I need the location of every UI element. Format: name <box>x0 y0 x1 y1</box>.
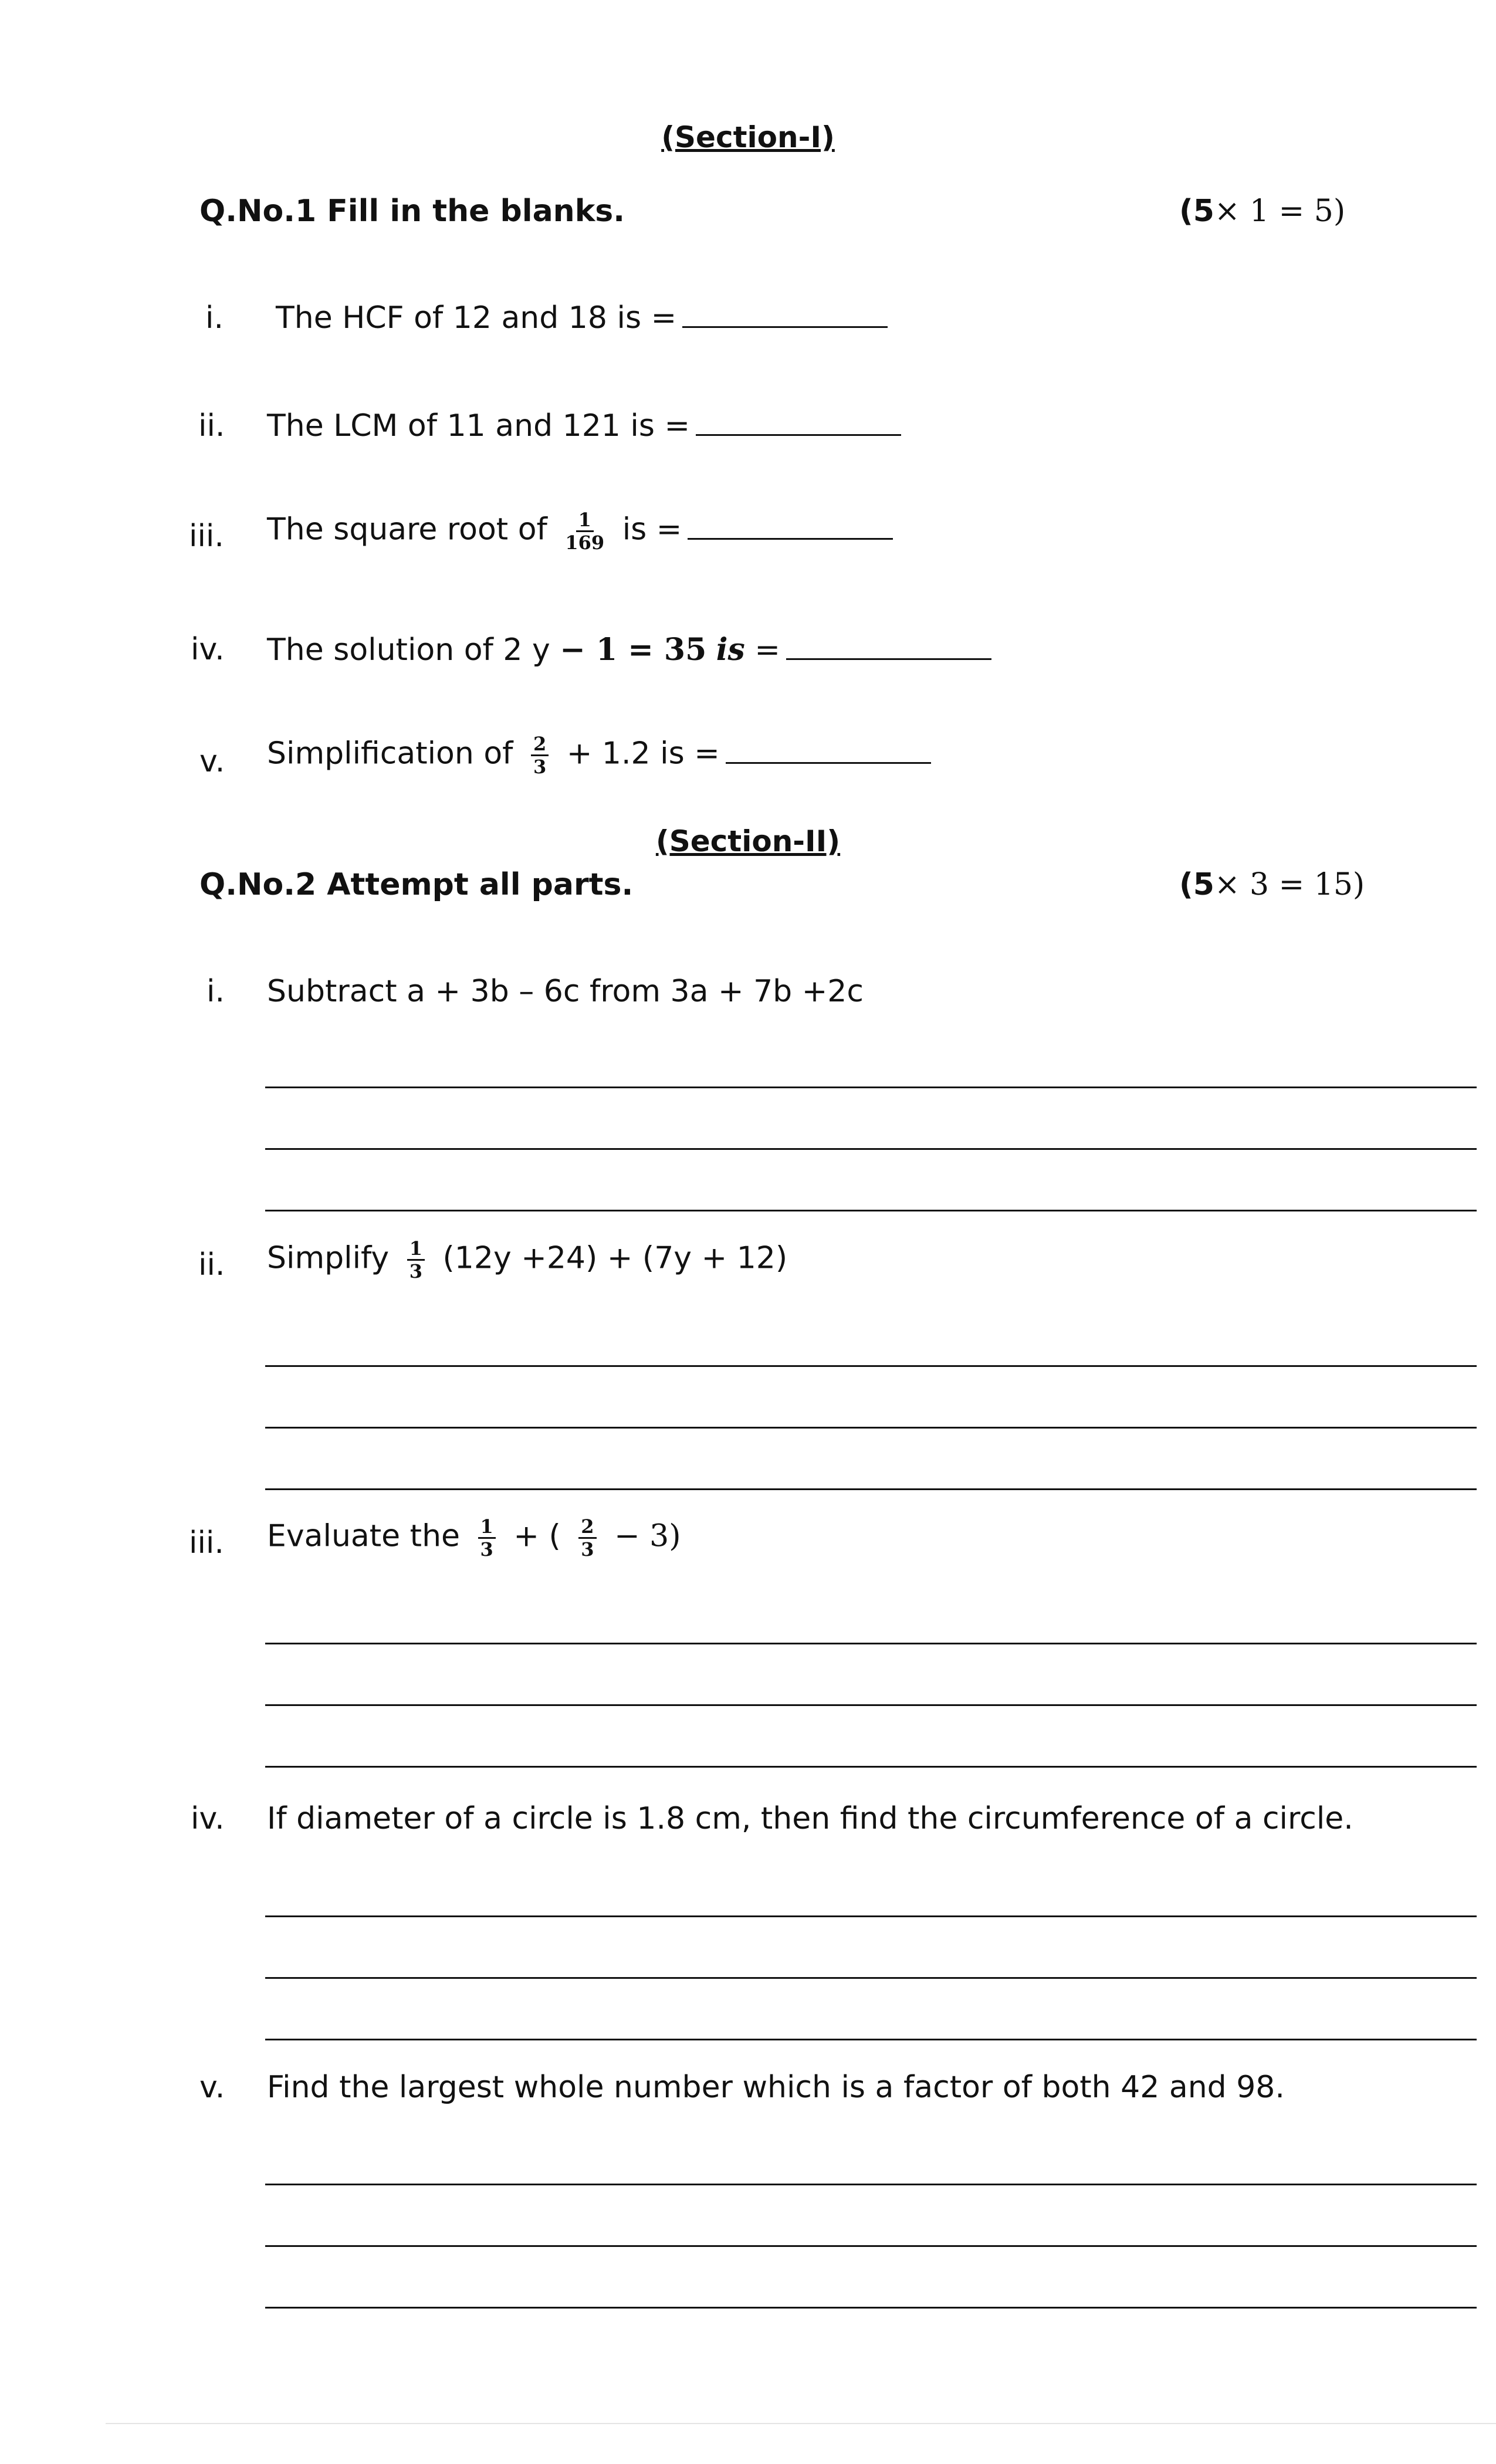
answer-line[interactable] <box>265 1148 1477 1150</box>
q2-item-3-number: iii. <box>189 1525 224 1561</box>
q1-item-2-number: ii. <box>198 408 225 444</box>
q1-item-2 <box>267 408 901 444</box>
answer-blank[interactable] <box>696 408 901 436</box>
q1-item-5 <box>267 733 931 777</box>
question-1-heading: Q.No.1 Fill in the blanks. <box>199 194 625 229</box>
fraction <box>531 733 549 777</box>
q2-item-3-post: − 3) <box>614 1518 681 1554</box>
question-1-marks <box>1179 194 1345 229</box>
q2-item-2 <box>267 1238 787 1282</box>
q1-item-1-number: i. <box>205 300 224 336</box>
q2-item-3 <box>267 1516 681 1560</box>
page-bottom-rule <box>106 2423 1496 2424</box>
q2-item-2-post: (12y +24) + (7y + 12) <box>442 1240 788 1276</box>
answer-blank[interactable] <box>786 632 991 660</box>
question-2-heading: Q.No.2 Attempt all parts. <box>199 867 634 902</box>
q2-item-1-text: Subtract a + 3b – 6c from 3a + 7b +2c <box>267 974 864 1009</box>
fraction-denominator: 169 <box>565 532 605 554</box>
answer-line[interactable] <box>265 1704 1477 1706</box>
answer-line[interactable] <box>265 1365 1477 1367</box>
q1-item-4-is: is <box>716 632 745 668</box>
q2-item-3-mid: + ( <box>513 1518 561 1554</box>
question-2-marks <box>1179 867 1365 902</box>
q1-item-4 <box>267 632 991 668</box>
fraction-denominator: 3 <box>533 756 547 778</box>
q1-item-2-text: The LCM of 11 and 121 is = <box>267 408 691 444</box>
q1-item-4-pre: The solution of 2 y <box>267 632 550 668</box>
q1-item-4-number: iv. <box>191 632 225 667</box>
answer-line[interactable] <box>265 1210 1477 1211</box>
fraction-denominator: 3 <box>581 1538 594 1561</box>
q2-item-1-number: i. <box>207 974 225 1009</box>
answer-blank[interactable] <box>682 300 888 328</box>
q1-item-5-post: + 1.2 is = <box>566 736 720 771</box>
question-2-marks-rest: × 3 = 15) <box>1214 867 1365 902</box>
answer-blank[interactable] <box>726 736 931 764</box>
answer-line[interactable] <box>265 1488 1477 1490</box>
fraction <box>478 1516 496 1560</box>
question-1-marks-prefix: (5 <box>1179 194 1214 229</box>
section-2-title: (Section-II) <box>655 824 841 858</box>
question-2-marks-prefix: (5 <box>1179 867 1214 902</box>
answer-line[interactable] <box>265 1766 1477 1768</box>
section-1-title: (Section-I) <box>661 120 835 154</box>
q1-item-5-number: v. <box>199 744 225 779</box>
q1-item-1-text: The HCF of 12 and 18 is = <box>276 300 677 336</box>
q1-item-3-pre: The square root of <box>267 512 547 547</box>
answer-line[interactable] <box>265 2039 1477 2040</box>
q2-item-4-number: iv. <box>191 1801 225 1836</box>
fraction-numerator: 2 <box>531 733 549 756</box>
q2-item-5-number: v. <box>199 2070 225 2105</box>
fraction <box>565 509 604 553</box>
q2-item-5-text: Find the largest whole number which is a factor of both 42 and 98. <box>267 2070 1285 2105</box>
answer-line[interactable] <box>265 2245 1477 2247</box>
answer-line[interactable] <box>265 1643 1477 1644</box>
q1-item-4-post: = <box>754 632 780 668</box>
fraction-numerator: 1 <box>478 1516 496 1539</box>
answer-line[interactable] <box>265 2184 1477 2185</box>
q1-item-5-pre: Simplification of <box>267 736 513 771</box>
q2-item-4-text: If diameter of a circle is 1.8 cm, then find the circumference of a circle. <box>267 1801 1353 1836</box>
q1-item-3 <box>267 509 893 553</box>
q2-item-2-pre: Simplify <box>267 1240 390 1276</box>
q1-item-3-post: is = <box>622 512 682 547</box>
fraction <box>407 1238 425 1282</box>
answer-line[interactable] <box>265 1977 1477 1979</box>
answer-line[interactable] <box>265 1087 1477 1088</box>
q1-item-4-equation: − 1 = 35 <box>560 632 707 668</box>
q2-item-3-pre: Evaluate the <box>267 1518 461 1554</box>
fraction-numerator: 1 <box>407 1238 425 1261</box>
answer-line[interactable] <box>265 1915 1477 1917</box>
q1-item-3-number: iii. <box>189 519 224 554</box>
fraction-denominator: 3 <box>480 1538 493 1561</box>
fraction <box>578 1516 596 1560</box>
answer-blank[interactable] <box>688 512 893 540</box>
answer-line[interactable] <box>265 2307 1477 2309</box>
q2-item-2-number: ii. <box>198 1247 225 1282</box>
fraction-numerator: 2 <box>578 1516 596 1539</box>
answer-line[interactable] <box>265 1427 1477 1429</box>
question-1-marks-rest: × 1 = 5) <box>1214 194 1346 229</box>
fraction-numerator: 1 <box>576 509 594 532</box>
q1-item-1 <box>276 300 888 336</box>
fraction-denominator: 3 <box>409 1260 422 1282</box>
